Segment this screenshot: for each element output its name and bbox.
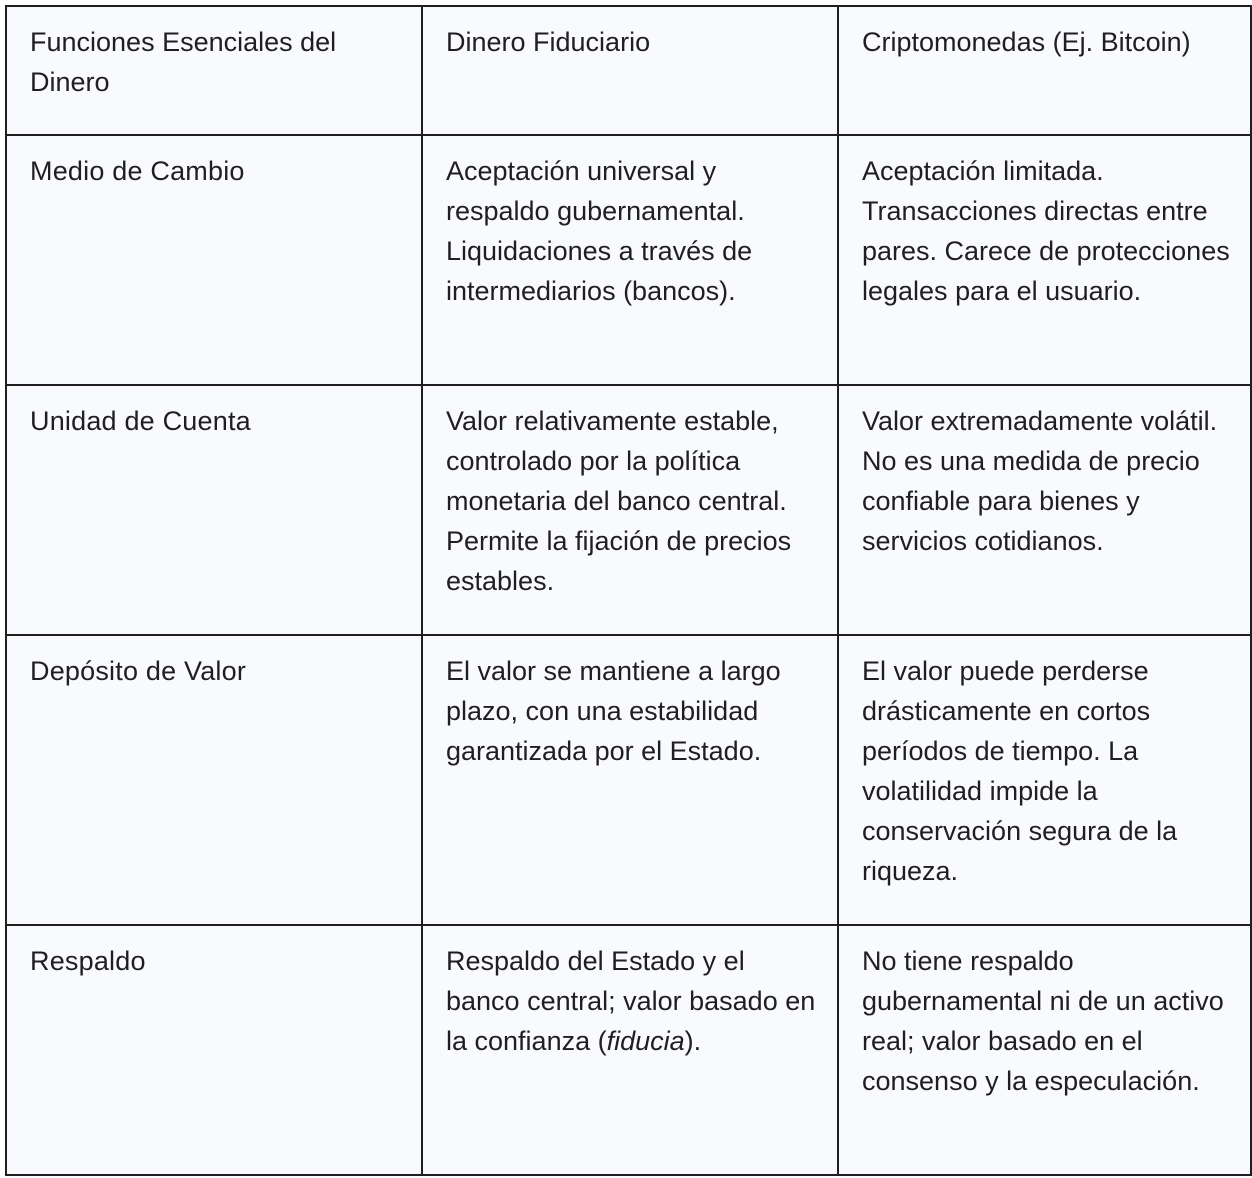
cell-crypto: El valor puede perderse drásticamente en cortos períodos de tiempo. La volatilidad impide la conservación segura de la riqueza. — [838, 635, 1251, 925]
cell-fiat: El valor se mantiene a largo plazo, con una estabilidad garantizada por el Estado. — [422, 635, 838, 925]
cell-fiat-text-end: ). — [684, 1026, 702, 1056]
table-row — [6, 635, 1251, 925]
row-label-store-of-value: Depósito de Valor — [6, 635, 422, 925]
cell-crypto: Valor extremadamente volátil. No es una medida de precio confiable para bienes y servicios cotidianos. — [838, 385, 1251, 635]
header-fiat-money: Dinero Fiduciario — [422, 6, 838, 135]
cell-crypto: Aceptación limitada. Transacciones directas entre pares. Carece de protecciones legales para el usuario. — [838, 135, 1251, 385]
row-label-medium-of-exchange: Medio de Cambio — [6, 135, 422, 385]
cell-fiat: Valor relativamente estable, controlado por la política monetaria del banco central. Permite la fijación de precios estables. — [422, 385, 838, 635]
cell-fiat — [422, 925, 838, 1175]
cell-fiat: Aceptación universal y respaldo gubernamental. Liquidaciones a través de intermediarios (bancos). — [422, 135, 838, 385]
row-label-unit-of-account: Unidad de Cuenta — [6, 385, 422, 635]
table-header-row — [6, 6, 1251, 135]
table-row — [6, 135, 1251, 385]
header-functions: Funciones Esenciales del Dinero — [6, 6, 422, 135]
cell-fiat-text: Respaldo del Estado y el banco central; valor basado en la confianza ( — [446, 946, 816, 1056]
italic-term-fiducia: fiducia — [606, 1026, 685, 1056]
cell-crypto: No tiene respaldo gubernamental ni de un activo real; valor basado en el consenso y la especulación. — [838, 925, 1251, 1175]
table-row — [6, 385, 1251, 635]
row-label-backing: Respaldo — [6, 925, 422, 1175]
table-row — [6, 925, 1251, 1175]
comparison-table — [5, 5, 1252, 1176]
header-cryptocurrencies: Criptomonedas (Ej. Bitcoin) — [838, 6, 1251, 135]
